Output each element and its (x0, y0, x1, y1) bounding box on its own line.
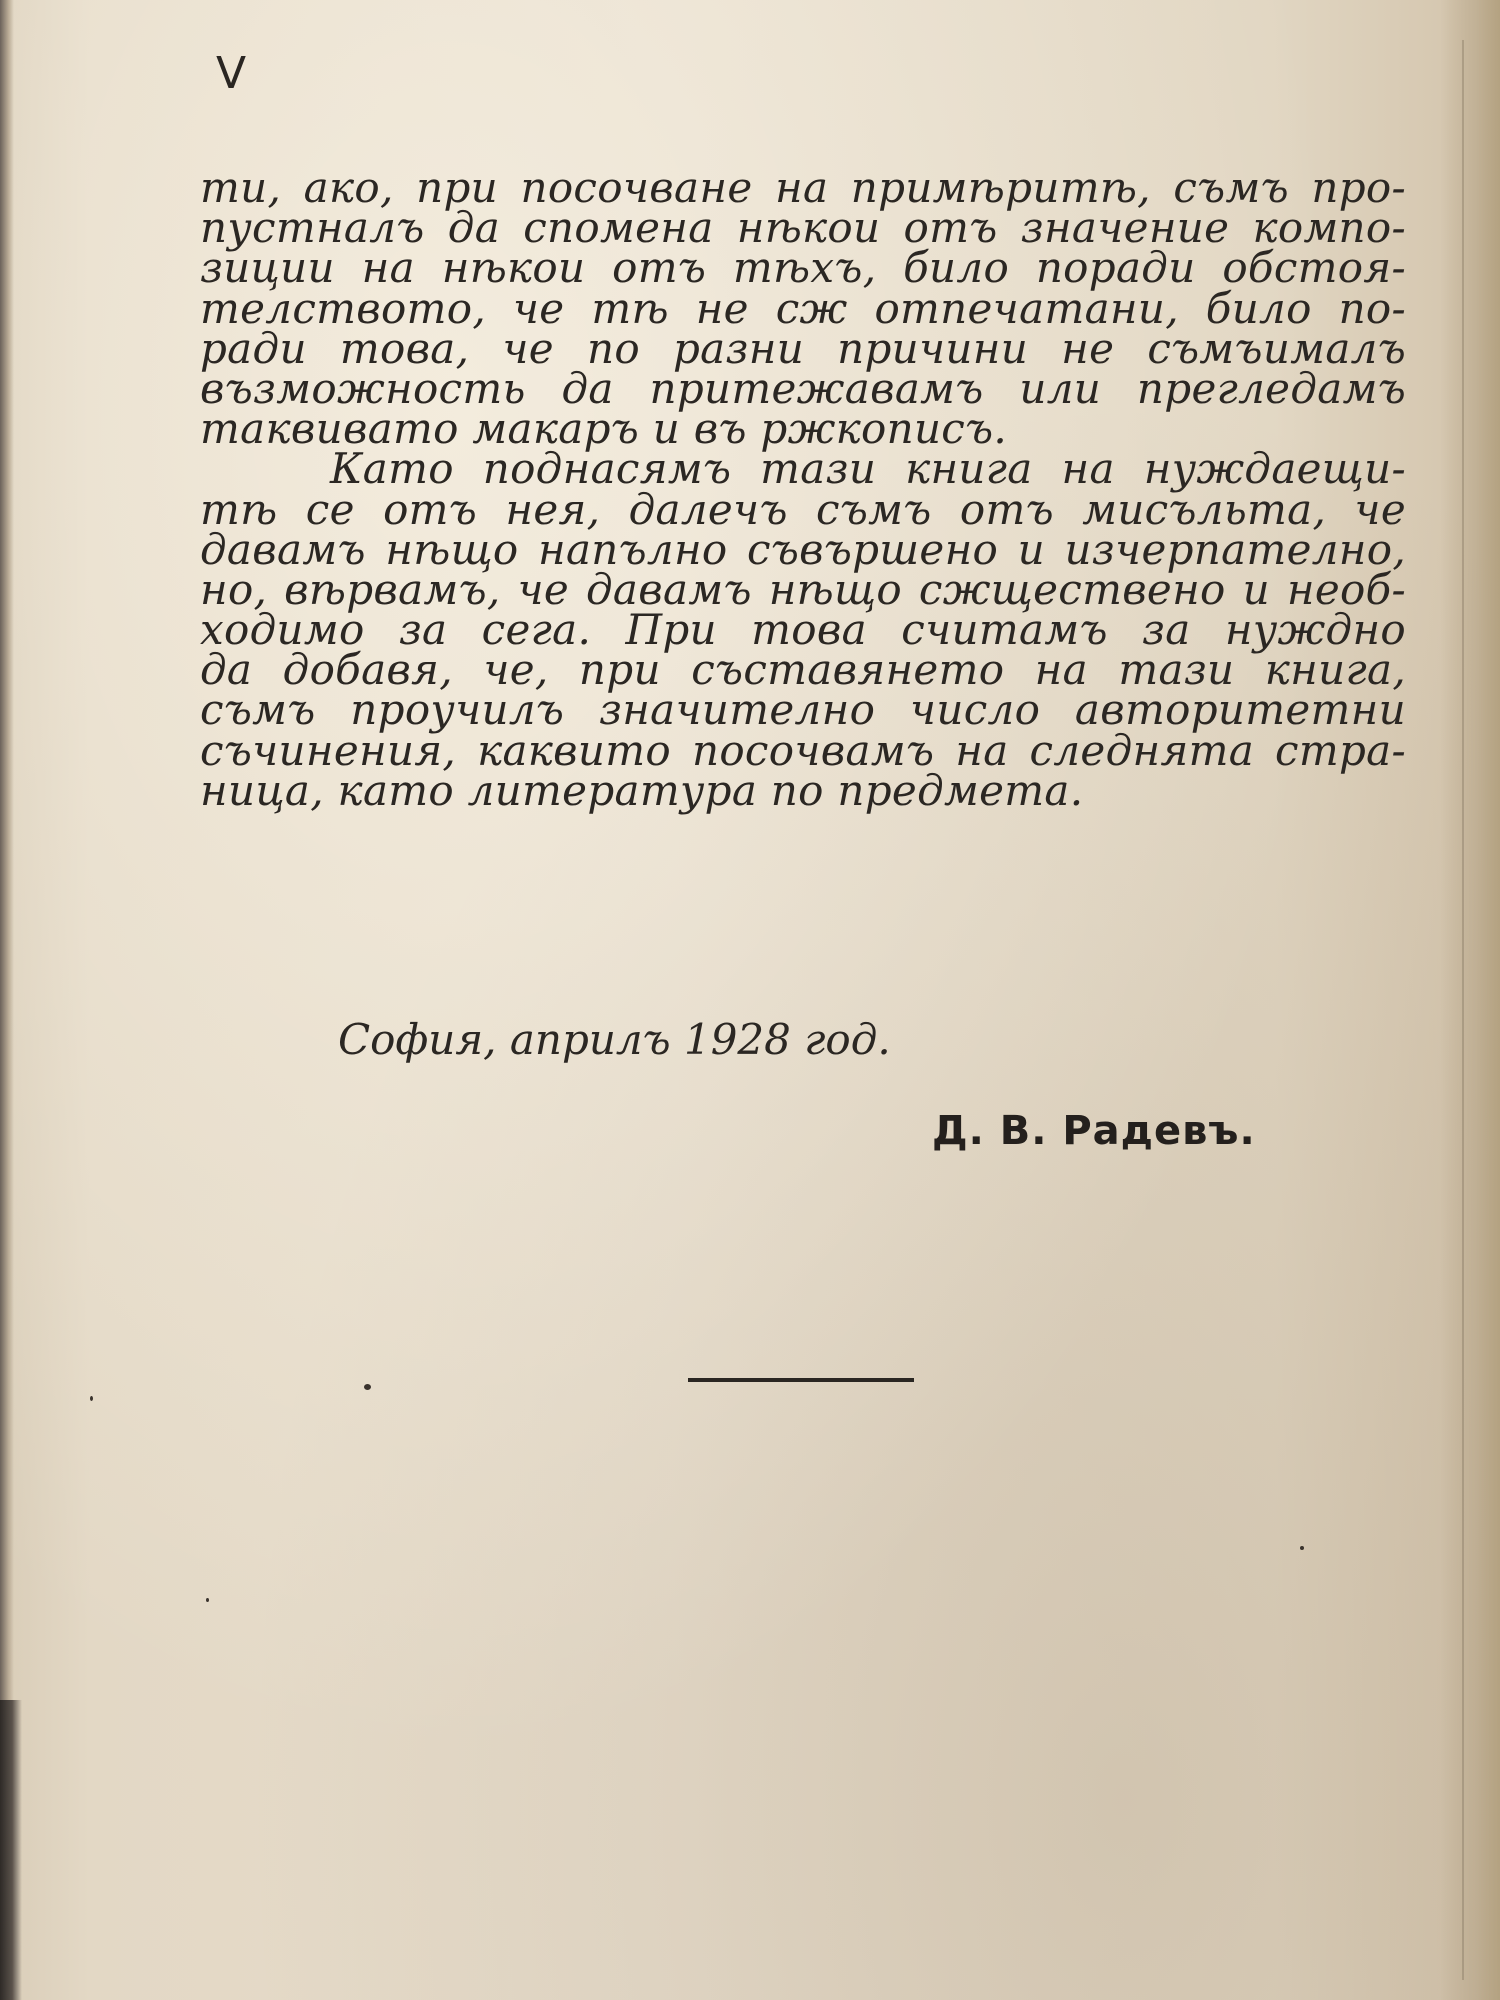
page-left-shadow (0, 1700, 22, 2000)
text-line: таквивато макаръ и въ ржкописъ. (200, 404, 1008, 454)
text-line: съчинения, каквито посочвамъ на следнята стра- (200, 725, 1406, 775)
place-and-date: София, априлъ 1928 год. (338, 1015, 891, 1064)
page-right-edge (1440, 0, 1500, 2000)
text-line: ница, като литература по предмета. (200, 765, 1084, 815)
text-line: телството, че тѣ не сж отпечатани, било по- (200, 283, 1406, 333)
paper-speck (206, 1598, 209, 1602)
paper-speck (364, 1384, 371, 1390)
paragraph-first-line: Като поднасямъ тази книга на нуждаещи- (330, 444, 1406, 494)
page-number: V (216, 48, 247, 99)
text-line: давамъ нѣщо напълно съвършено и изчерпателно, (200, 524, 1406, 574)
page-fold-line (1462, 40, 1464, 1980)
text-line: съмъ проучилъ значително число авторитетни (200, 685, 1406, 735)
paper-speck (1300, 1546, 1304, 1550)
author-signature: Д. В. Радевъ. (932, 1108, 1256, 1154)
text-line: ходимо за сега. При това считамъ за нуждно (200, 605, 1406, 655)
end-rule (688, 1378, 914, 1382)
text-line: пустналъ да спомена нѣкои отъ значение компо- (200, 203, 1406, 253)
text-line: да добавя, че, при съставянето на тази книга, (200, 645, 1406, 695)
text-line: ради това, че по разни причини не съмъималъ (200, 323, 1406, 373)
text-line: зиции на нѣкои отъ тѣхъ, било поради обстоя- (200, 243, 1406, 293)
body-text (200, 163, 1406, 815)
paper-speck (90, 1396, 93, 1401)
text-line: възможность да притежавамъ или прегледамъ (200, 363, 1406, 413)
text-line: тѣ се отъ нея, далечъ съмъ отъ мисъльта, че (200, 484, 1406, 534)
text-line: ти, ако, при посочване на примѣритѣ, съмъ про- (200, 163, 1406, 212)
text-line: но, вѣрвамъ, че давамъ нѣщо сжществено и необ- (200, 564, 1406, 614)
